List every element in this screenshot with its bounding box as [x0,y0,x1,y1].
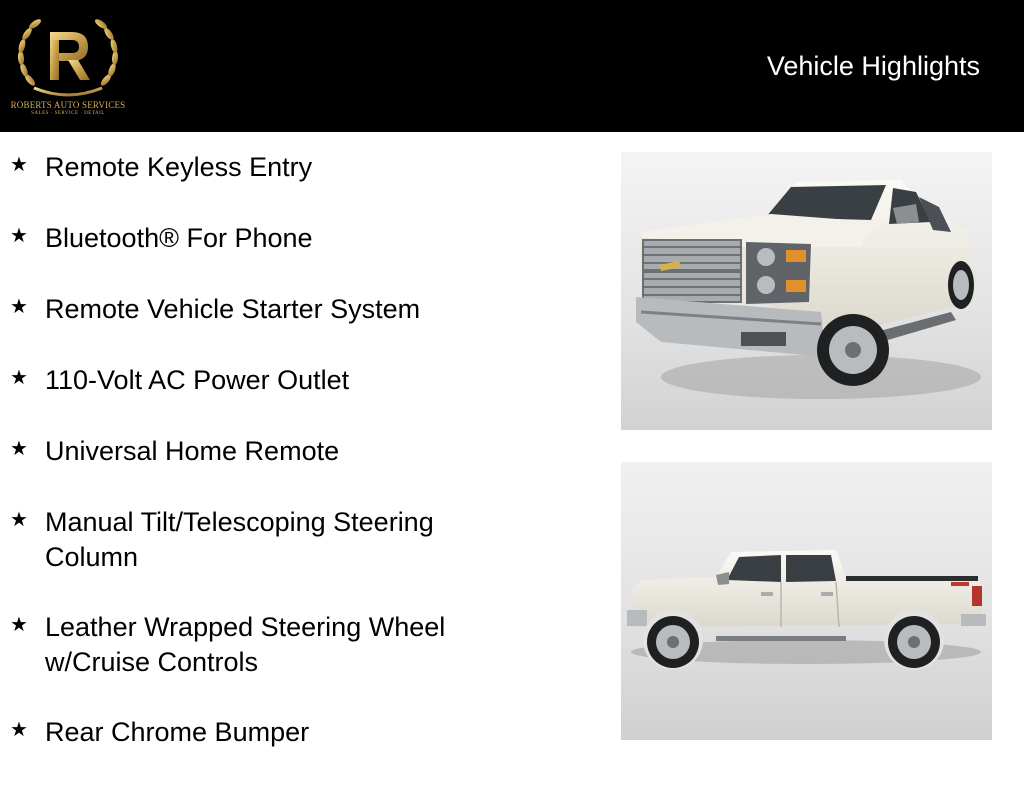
star-icon: ★ [10,719,28,741]
feature-item [10,221,530,256]
feature-label: 110-Volt AC Power Outlet [45,365,350,395]
feature-label: Remote Keyless Entry [45,152,313,182]
star-icon: ★ [10,509,28,531]
feature-item [10,715,530,750]
star-icon: ★ [10,367,28,389]
star-icon: ★ [10,154,28,176]
feature-label: Bluetooth® For Phone [45,223,313,253]
truck-front-three-quarter-photo[interactable] [621,152,992,430]
feature-label: Remote Vehicle Starter System [45,294,421,324]
star-icon: ★ [10,225,28,247]
truck-side-profile-photo[interactable] [621,462,992,740]
feature-label: Leather Wrapped Steering Wheel w/Cruise Controls [45,612,446,677]
page-title: Vehicle Highlights [766,51,980,81]
logo-name: ROBERTS AUTO SERVICES [10,100,126,110]
feature-item [10,292,530,327]
laurel-wreath-icon [8,10,128,100]
feature-item [10,434,530,469]
star-icon: ★ [10,614,28,636]
feature-label: Manual Tilt/Telescoping Steering Column [45,507,434,572]
feature-label: Rear Chrome Bumper [45,717,310,747]
feature-item [10,505,530,575]
roberts-auto-logo[interactable] [8,10,128,122]
feature-item [10,150,530,185]
feature-list [10,150,530,786]
star-icon: ★ [10,296,28,318]
star-icon: ★ [10,438,28,460]
feature-item [10,363,530,398]
feature-label: Universal Home Remote [45,436,340,466]
feature-item [10,610,530,680]
header-bar [0,0,1024,132]
logo-tagline: SALES · SERVICE · DETAIL [31,111,105,116]
